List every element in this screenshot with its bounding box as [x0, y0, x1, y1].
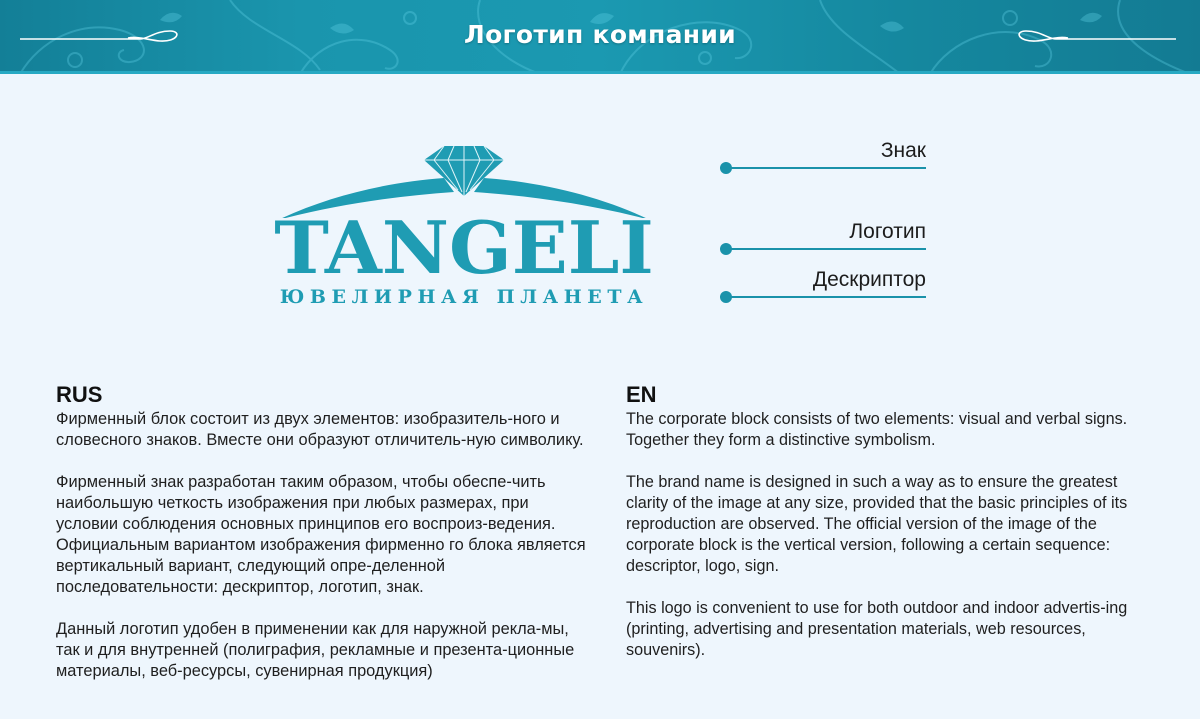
en-paragraph: This logo is convenient to use for both outdoor and indoor advertis-ing (printing, advertising and presentation materials, web resources, souvenirs). [626, 599, 1128, 659]
header-divider [0, 71, 1200, 74]
rus-heading: RUS [56, 382, 103, 407]
rus-paragraph: Фирменный блок состоит из двух элементов: изобразитель-ного и словесного знаков. Вместе они образуют отличитель-ную символику. [56, 410, 584, 449]
callout-dot-icon [720, 243, 732, 255]
callout-logotype [720, 220, 928, 250]
callout-dot-icon [720, 162, 732, 174]
company-logo [268, 138, 660, 318]
callout-line [726, 296, 926, 298]
logo-descriptor: ЮВЕЛИРНАЯ ПЛАНЕТА [279, 286, 649, 308]
en-paragraph: The corporate block consists of two elements: visual and verbal signs. Together they form a distinctive symbolism. [626, 410, 1128, 449]
callout-label: Знак [880, 139, 926, 162]
en-heading: EN [626, 382, 657, 407]
callout-label: Дескриптор [812, 268, 926, 291]
en-description [626, 382, 1156, 682]
callout-sign [720, 139, 928, 169]
callout-line [726, 248, 926, 250]
flourish-right-icon [996, 26, 1176, 46]
rus-description [56, 382, 586, 703]
page-title: Логотип компании [464, 20, 736, 49]
en-paragraph: The brand name is designed in such a way as to ensure the greatest clarity of the image at any size, provided that the basic principles of its reproduction are observed. The official version of the image of the corporate block is the vertical version, following a certain sequence: descriptor, logo, sign. [626, 473, 1128, 575]
callout-line [726, 167, 926, 169]
callout-label: Логотип [849, 220, 926, 243]
rus-paragraph: Фирменный знак разработан таким образом, чтобы обеспе-чить наибольшую четкость изображения при любых размерах, при условии соблюдения основных принципов его воспроиз-ведения. Официальным вариантом изображения фирменно го блока является вертикальный вариант, следующий опре-деленной последовательности: дескриптор, логотип, знак. [56, 473, 586, 596]
callout-descriptor [720, 268, 928, 298]
logo-wordmark: TANGELI [274, 205, 654, 290]
rus-paragraph: Данный логотип удобен в применении как для наружной рекла-мы, так и для внутренней (полиграфия, рекламные и презента-ционные материалы, веб-ресурсы, сувенирная продукция) [56, 620, 575, 680]
callout-dot-icon [720, 291, 732, 303]
header-banner [0, 0, 1200, 74]
